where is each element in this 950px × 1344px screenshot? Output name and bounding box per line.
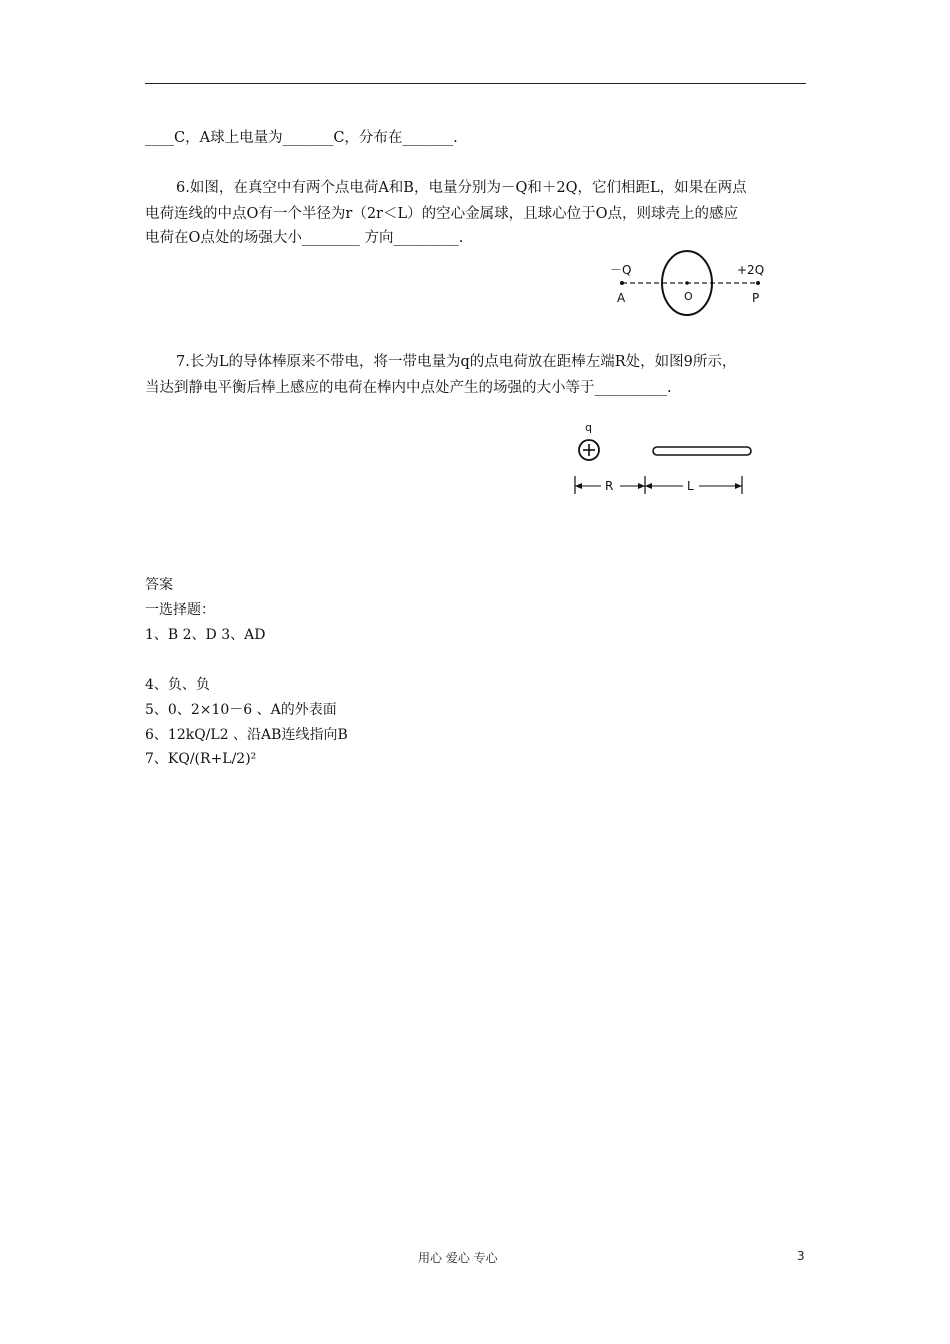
answers-heading: 答案 [145, 577, 173, 593]
figure-q6 [600, 250, 780, 320]
q6-line-1: 6.如图，在真空中有两个点电荷A和B，电量分别为－Q和＋2Q，它们相距L，如果在两点 [176, 180, 747, 196]
q6-line-2: 电荷连线的中点O有一个半径为r（2r＜L）的空心金属球，且球心位于O点，则球壳上的感应 [145, 206, 738, 222]
footer-motto: 用心 爱心 专心 [418, 1251, 498, 1265]
label-l: L [687, 479, 694, 493]
answer-7: 7、KQ/(R+L/2)² [145, 751, 257, 767]
q6-line-3: 电荷在O点处的场强大小________ 方向_________. [145, 230, 464, 246]
label-a: A [617, 291, 626, 305]
answer-6: 6、12kQ/L2 、沿AB连线指向B [145, 727, 348, 743]
conductor-rod [653, 447, 751, 455]
answer-4: 4、负、负 [145, 677, 210, 693]
page-number: 3 [797, 1249, 805, 1263]
answer-1-3: 1、B 2、D 3、AD [145, 627, 266, 643]
q7-line-2: 当达到静电平衡后棒上感应的电荷在棒内中点处产生的场强的大小等于__________. [145, 380, 672, 396]
answer-5: 5、0、2×10－6 、A的外表面 [145, 702, 337, 718]
header-rule [145, 83, 806, 84]
q5-continuation: ____C，A球上电量为_______C，分布在_______. [145, 130, 458, 146]
answers-section: 一选择题： [145, 602, 215, 618]
label-minus-q: －Q [610, 263, 632, 277]
q7-line-1: 7.长为L的导体棒原来不带电，将一带电量为q的点电荷放在距棒左端R处，如图9所示， [176, 354, 737, 370]
label-p: P [752, 291, 760, 305]
label-o: O [684, 290, 693, 303]
label-r: R [605, 479, 614, 493]
label-q: q [585, 421, 592, 434]
label-plus-2q: +2Q [737, 263, 765, 277]
figure-q7 [565, 418, 775, 503]
